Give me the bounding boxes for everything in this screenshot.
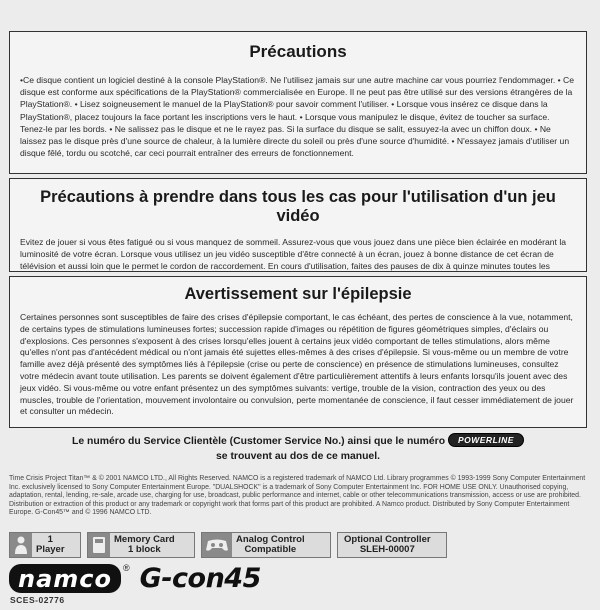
analog-compatible-label: Compatible xyxy=(244,544,297,555)
analog-control-label: Analog Control xyxy=(236,533,305,545)
gamepad-icon xyxy=(202,533,232,557)
service-line2: se trouvent au dos de ce manuel. xyxy=(216,451,380,462)
service-line1: Le numéro du Service Clientèle (Customer Service No.) ainsi que le numéro xyxy=(72,436,446,447)
optional-controller-badge xyxy=(337,532,447,558)
compatibility-icons xyxy=(9,532,591,560)
person-icon xyxy=(10,533,32,557)
players-label: Player xyxy=(36,544,65,555)
players-badge xyxy=(9,532,81,558)
memory-card-label: Memory Card xyxy=(114,533,175,545)
epilepsy-title: Avertissement sur l'épilepsie xyxy=(184,285,412,303)
analog-control-badge xyxy=(201,532,331,558)
video-precautions-title: Précautions à prendre dans tous les cas pour l'utilisation d'un jeu vidéo xyxy=(40,188,556,225)
catalog-number: SCES-02776 xyxy=(10,595,65,605)
epilepsy-text: Certaines personnes sont susceptibles de faire des crises d'épilepsie comportant, le cas échéant, des pertes de conscience à la vue, notamment, de certains types de stimulations lumineuses fortes; succession rapide d'images ou répétition de figures géométriques simples, d'éclairs ou d'explosions. Ces personnes s'exposent à des crises lorsqu'elles jouent à certains jeux vidéo comportant de telles stimulations, alors même qu'elles n'ont pas d'antécédent médical ou n'ont jamais été sujettes elles-mêmes à des crises d'épilepsie. Si vous-même ou un membre de votre famille avez déjà présenté des symptômes liés à l'épilepsie (crise ou perte de conscience) en présence de stimulations lumineuses, consultez votre médecin avant toute utilisation. Les parents se doivent également d'être particulièrement attentifs à leurs enfants lorsqu'ils jouent avec des jeux vidéo. Si vous-même ou votre enfant présentez un des symptômes suivants: vertige, trouble de la vision, contraction des yeux ou des muscles, trouble de l'orientation, mouvement involontaire ou convulsion, perte momentanée de conscience, il faut cesser immédiatement de jouer et consulter un médecin. xyxy=(20,312,574,417)
optional-controller-code: SLEH-00007 xyxy=(359,544,415,555)
brand-logos xyxy=(9,563,261,593)
precautions-text: •Ce disque contient un logiciel destiné à la console PlayStation®. Ne l'utilisez jamais sur une autre machine car vous pourriez l'endommager. • Ce disque est conforme aux spécifications de la PlayStation® commercialisée en Europe. Il ne peut pas être utilisé sur des versions étrangères de la PlayStation®. • Lisez soigneusement le manuel de la PlayStation® pour savoir comment l'utiliser. • Lorsque vous insérez ce disque dans la PlayStation®, placez toujours la face portant les inscriptions vers le haut. • Lorsque vous manipulez le disque, évitez de toucher sa surface. Tenez-le par les bords. • Ne salissez pas le disque et ne le rayez pas. Si la surface du disque se salit, essuyez-la avec un chiffon doux. • Ne laissez pas le disque près d'une source de chaleur, à la lumière directe du soleil ou près d'une source d'humidité. • N'essayez jamais d'utiliser un disque fêlé, tordu ou scotché, car ceci pourrait entraîner des erreurs de fonctionnement. xyxy=(20,75,574,159)
registered-icon: ® xyxy=(123,563,130,573)
players-count: 1 xyxy=(47,533,53,545)
memory-card-blocks: 1 block xyxy=(127,544,161,555)
video-precautions-text: Evitez de jouer si vous êtes fatigué ou si vous manquez de sommeil. Assurez-vous que vous jouez dans une pièce bien éclairée en modérant la luminosité de votre écran. Lorsque vous utilisez un jeu vidéo susceptible d'être connecté à un écran, jouez à bonne distance de cet écran de télévision et aussi loin que le permet le cordon de raccordement. En cours d'utilisation, faites des pauses de dix à quinze minutes toutes les xyxy=(20,237,567,272)
precautions-title: Précautions xyxy=(249,42,347,61)
legal-notice: Time Crisis Project Titan™ & © 2001 NAMCO LTD., All Rights Reserved. NAMCO is a registered trademark of NAMCO Ltd. Library programmes © 1993-1999 Sony Computer Entertainment Inc. exclusively licensed to Sony Computer Entertainment Europe. "DUALSHOCK" is a trademark of Sony Computer Entertainment Inc. FOR HOME USE ONLY. Unauthorised copying, adaptation, rental, lending, re-sale, arcade use, charging for use, broadcast, public performance and internet, cable or other telecommunications transmission, access or use are prohibited. Distribution or extraction of this product or any trademark or copyright work that forms part of this product are prohibited. A Namco product. Distributed by Sony Computer Entertainment Europe. G-Con45™ and © 1996 NAMCO LTD. xyxy=(9,475,586,517)
precautions-box xyxy=(9,31,587,174)
gcon45-logo: G-con45 xyxy=(139,562,261,594)
video-precautions-box xyxy=(9,178,587,272)
customer-service-notice xyxy=(9,433,587,467)
optional-controller-label: Optional Controller xyxy=(344,533,431,545)
memory-card-icon xyxy=(88,533,110,557)
memory-card-badge xyxy=(87,532,195,558)
powerline-badge: POWERLINE xyxy=(448,433,524,447)
namco-logo: namco xyxy=(9,564,121,593)
epilepsy-box xyxy=(9,276,587,428)
